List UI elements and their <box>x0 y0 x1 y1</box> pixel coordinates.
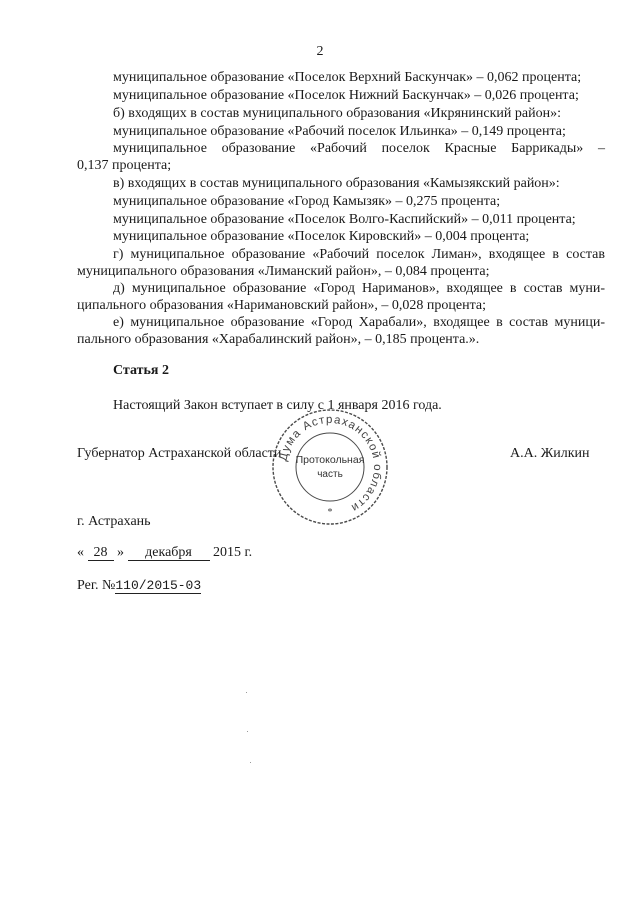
registration-value: 110/2015-03 <box>115 578 202 593</box>
date-open-quote: « <box>77 545 84 560</box>
scan-speck <box>247 731 248 732</box>
text-line: муниципальное образование «Рабочий поселок Красные Баррикады» – <box>113 141 605 156</box>
text-line: ципального образования «Наримановский район», – 0,028 процента; <box>77 298 487 313</box>
stamp-inner-ring <box>296 433 364 501</box>
stamp-seal <box>270 407 390 527</box>
date-month: декабря <box>128 545 210 561</box>
text-line: муниципальное образование «Поселок Нижний Баскунчак» – 0,026 процента; <box>113 88 579 103</box>
text-line: б) входящих в состав муниципального образования «Икрянинский район»: <box>113 106 561 121</box>
text-line: д) муниципальное образование «Город Нариманов», входящее в состав муни- <box>113 281 605 296</box>
registration-number <box>77 578 201 594</box>
article-text: Настоящий Закон вступает в силу с 1 января 2016 года. <box>113 398 442 413</box>
text-line: муниципальное образование «Поселок Кировский» – 0,004 процента; <box>113 229 530 244</box>
city: г. Астрахань <box>77 514 151 529</box>
stamp-center-line1: Протокольная <box>295 454 365 466</box>
date-day: 28 <box>88 545 114 561</box>
text-line: муниципальное образование «Поселок Волго-Каспийский» – 0,011 процента; <box>113 212 576 227</box>
date-close-quote: » <box>117 545 124 560</box>
article-heading: Статья 2 <box>113 363 169 378</box>
date-year: 2015 г. <box>213 545 253 560</box>
signatory-name: А.А. Жилкин <box>510 446 590 461</box>
scan-speck <box>246 692 247 693</box>
text-line: муниципальное образование «Поселок Верхний Баскунчак» – 0,062 процента; <box>113 70 582 85</box>
text-line: е) муниципальное образование «Город Харабали», входящее в состав муници- <box>113 315 605 330</box>
text-line: муниципального образования «Лиманский район», – 0,084 процента; <box>77 264 490 279</box>
text-line: муниципальное образование «Рабочий поселок Ильинка» – 0,149 процента; <box>113 124 566 139</box>
signing-date <box>77 545 252 561</box>
text-line: в) входящих в состав муниципального образования «Камызякский район»: <box>113 176 560 191</box>
stamp-ring-textpath: Дума Астраханской области <box>277 413 384 515</box>
signatory-title: Губернатор Астраханской области <box>77 446 282 461</box>
stamp-star: * <box>327 507 333 518</box>
text-line: муниципальное образование «Город Камызяк» – 0,275 процента; <box>113 194 501 209</box>
stamp-center-line2: часть <box>317 469 343 480</box>
text-line: пального образования «Харабалинский район», – 0,185 процента.». <box>77 332 480 347</box>
page-number: 2 <box>316 44 324 59</box>
scan-speck <box>250 762 251 763</box>
text-line: 0,137 процента; <box>77 158 172 173</box>
text-line: г) муниципальное образование «Рабочий поселок Лиман», входящее в состав <box>113 247 605 262</box>
registration-prefix: Рег. № <box>77 578 116 593</box>
